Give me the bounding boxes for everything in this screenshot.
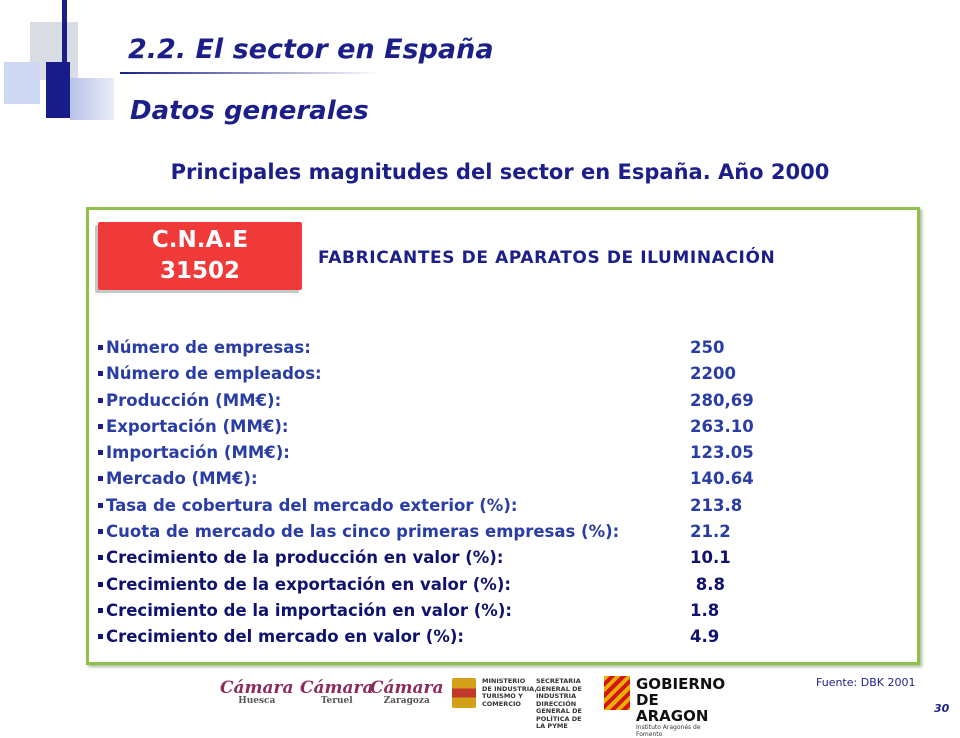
footer-logos [220,674,726,738]
item-label: Producción (MM€): [106,390,282,410]
item-label: Crecimiento de la importación en valor (%): [106,600,512,620]
page-number: 30 [934,702,950,715]
item-value: 123.05 [690,443,754,463]
bullet-icon [98,503,103,508]
cnae-label: C.N.A.E [151,227,249,253]
bullet-icon [98,476,103,481]
coat-of-arms-icon [452,678,476,708]
sector-name: FABRICANTES DE APARATOS DE ILUMINACIÓN [318,248,776,268]
ministerio-text: MINISTERIO DE INDUSTRIA, TURISMO Y COMERCIO [482,677,537,708]
item-value: 263.10 [690,416,754,436]
list-item [98,469,798,495]
list-item [98,417,798,443]
item-value: 21.2 [690,522,731,542]
item-value: 8.8 [690,574,725,594]
camara-zaragoza-logo [370,678,444,706]
list-item [98,391,798,417]
item-value: 10.1 [690,548,731,568]
list-item [98,522,798,548]
gobierno-aragon-logo [604,675,726,738]
decor-block-light [4,62,40,104]
camara-teruel-logo [300,678,374,706]
item-label: Tasa de cobertura del mercado exterior (%): [106,495,518,515]
list-item [98,627,798,653]
list-item [98,364,798,390]
list-item [98,575,798,601]
camara-city: Huesca [238,696,276,706]
item-label: Número de empleados: [106,364,322,384]
bullet-icon [98,634,103,639]
item-label: Mercado (MM€): [106,469,258,489]
slide-title: 2.2. El sector en España [128,34,494,65]
item-label: Cuota de mercado de las cinco primeras empresas (%): [106,522,620,542]
slide-subtitle: Datos generales [130,96,369,126]
list-item [98,496,798,522]
item-label: Crecimiento del mercado en valor (%): [106,627,465,647]
bullet-icon [98,398,103,403]
cnae-badge [98,222,302,290]
aragon-flag-icon [604,676,630,710]
list-item [98,601,798,627]
item-label: Importación (MM€): [106,443,290,463]
item-label: Número de empresas: [106,338,311,357]
item-value: 250 [690,338,725,357]
list-item [98,338,798,364]
camara-city: Zaragoza [383,696,430,706]
magnitudes-list [98,338,798,654]
section-heading: Principales magnitudes del sector en España. Año 2000 [170,160,830,184]
secretaria-text: SECRETARIA GENERAL DE INDUSTRIA DIRECCIÓN GENERAL DE POLÍTICA DE LA PYME [536,677,582,730]
bullet-icon [98,582,103,587]
list-item [98,443,798,469]
bullet-icon [98,529,103,534]
bullet-icon [98,555,103,560]
item-value: 2200 [690,364,736,384]
bullet-icon [98,608,103,613]
cnae-code: 31502 [159,258,241,284]
bullet-icon [98,424,103,429]
source-note: Fuente: DBK 2001 [816,676,916,689]
item-label: Crecimiento de la producción en valor (%): [106,548,504,568]
decor-block-gradient [70,78,114,120]
item-value: 140.64 [690,469,754,489]
decor-block-navy [46,62,70,118]
item-value: 4.9 [690,627,720,647]
item-value: 1.8 [690,600,720,620]
gobierno-text: GOBIERNO DE ARAGON Instituto Aragonés de Fomento [636,675,726,738]
item-label: Crecimiento de la exportación en valor (%): [106,574,511,594]
item-value: 213.8 [690,495,743,515]
bullet-icon [98,345,103,350]
camara-name: Cámara [370,678,444,698]
item-label: Exportación (MM€): [106,416,289,436]
ministerio-logo [452,677,588,730]
bullet-icon [98,371,103,376]
camara-city: Teruel [320,696,353,706]
camara-name: Cámara [220,678,294,698]
item-value: 280,69 [690,390,754,410]
title-underline [120,72,380,74]
list-item [98,548,798,574]
bullet-icon [98,450,103,455]
camara-name: Cámara [300,678,374,698]
camara-huesca-logo [220,678,294,706]
